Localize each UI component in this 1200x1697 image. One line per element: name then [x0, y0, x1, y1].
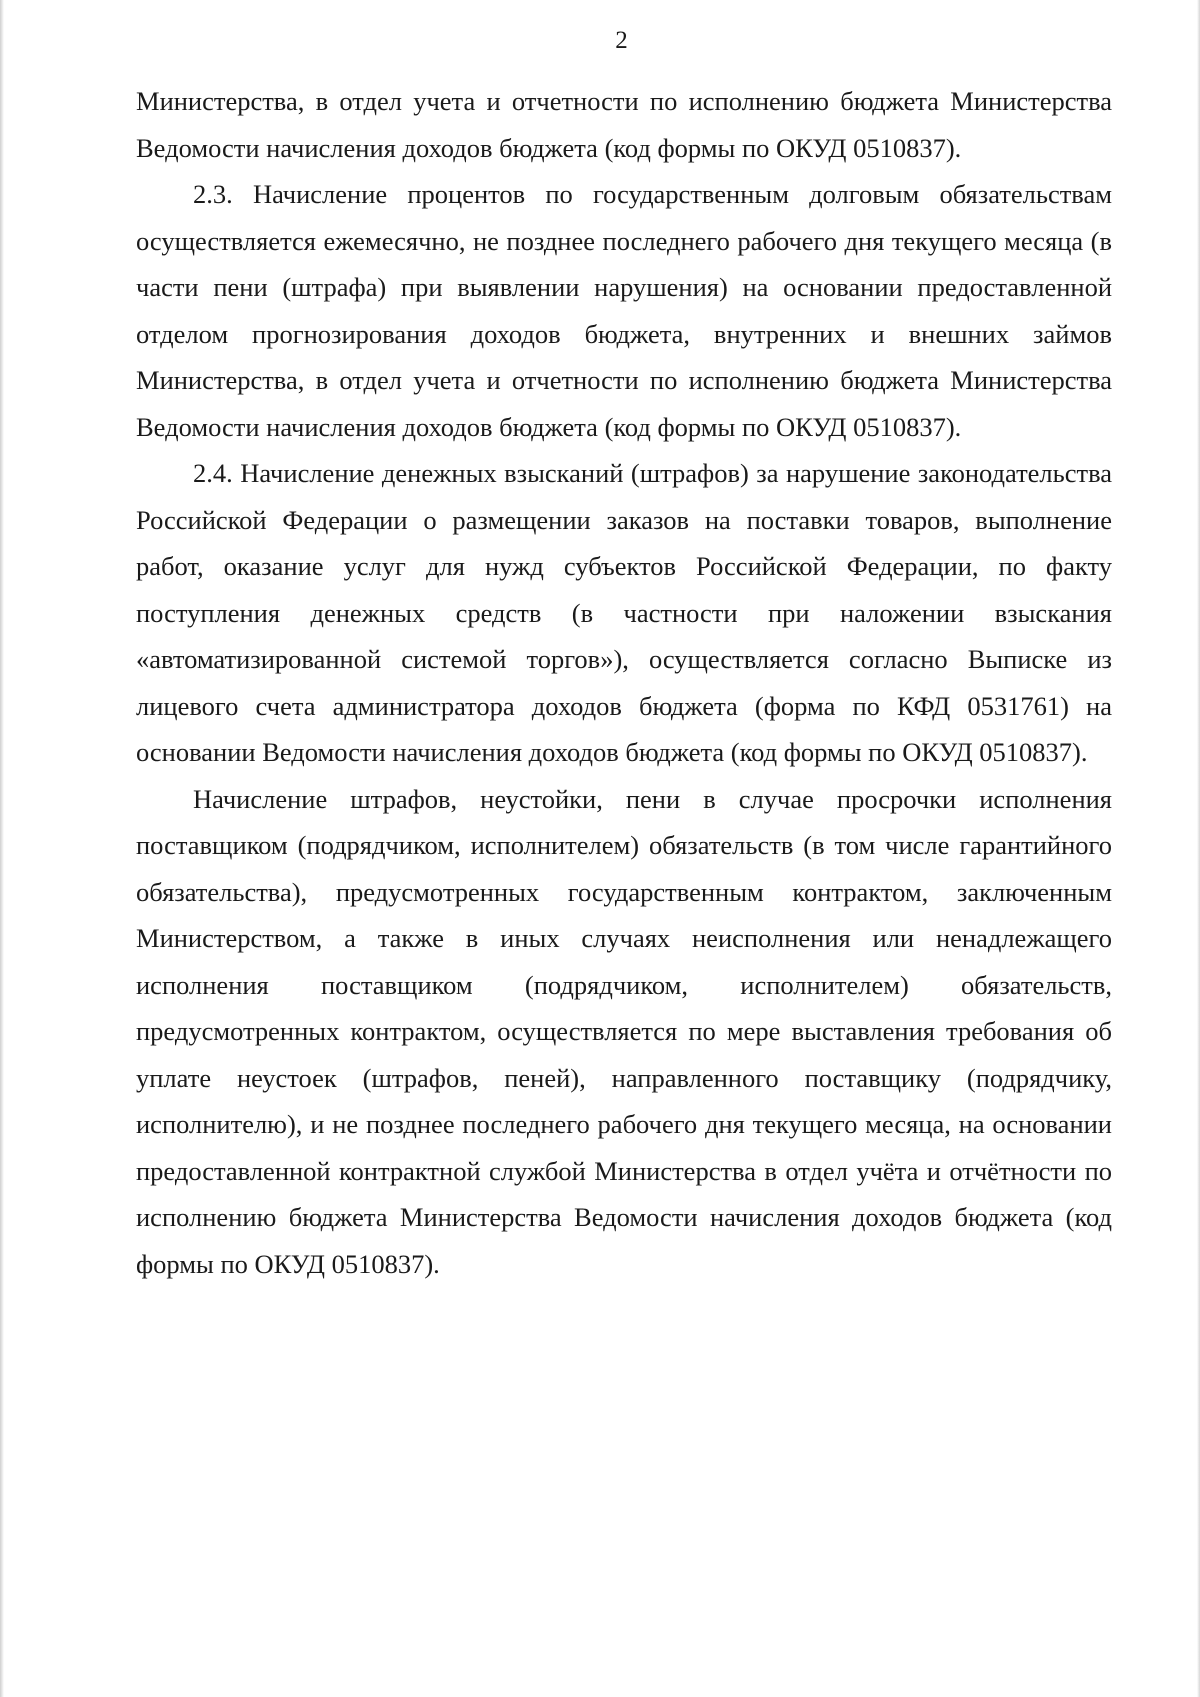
paragraph-2-3: 2.3. Начисление процентов по государственным долговым обязательствам осуществляется ежемесячно, не позднее последнего рабочего дня текущего месяца (в части пени (штрафа) при выявлении нарушения) на основании предоставленной отделом прогнозирования доходов бюджета, внутренних и внешних займов Министерства, в отдел учета и отчетности по исполнению бюджета Министерства Ведомости начисления доходов бюджета (код формы по ОКУД 0510837). [136, 179, 1112, 442]
paragraph-continuation: Министерства, в отдел учета и отчетности по исполнению бюджета Министерства Ведомости начисления доходов бюджета (код формы по ОКУД 0510837). [136, 86, 1112, 163]
paragraph-penalties: Начисление штрафов, неустойки, пени в случае просрочки исполнения поставщиком (подрядчиком, исполнителем) обязательств (в том числе гарантийного обязательства), предусмотренных государственным контрактом, заключенным Министерством, а также в иных случаях неисполнения или ненадлежащего исполнения поставщиком (подрядчиком, исполнителем) обязательств, предусмотренных контрактом, осуществляется по мере выставления требования об уплате неустоек (штрафов, пеней), направленного поставщику (подрядчику, исполнителю), и не позднее последнего рабочего дня текущего месяца, на основании предоставленной контрактной службой Министерства в отдел учёта и отчётности по исполнению бюджета Министерства Ведомости начисления доходов бюджета (код формы по ОКУД 0510837). [136, 783, 1112, 1279]
scan-edge-left [0, 0, 4, 1697]
document-body [136, 78, 1112, 1287]
page-number: 2 [615, 27, 628, 54]
paragraph-2-4: 2.4. Начисление денежных взысканий (штрафов) за нарушение законодательства Российской Федерации о размещении заказов на поставки товаров, выполнение работ, оказание услуг для нужд субъектов Российской Федерации, по факту поступления денежных средств (в частности при наложении взыскания «автоматизированной системой торгов»), осуществляется согласно Выписке из лицевого счета администратора доходов бюджета (форма по КФД 0531761) на основании Ведомости начисления доходов бюджета (код формы по ОКУД 0510837). [136, 458, 1112, 767]
